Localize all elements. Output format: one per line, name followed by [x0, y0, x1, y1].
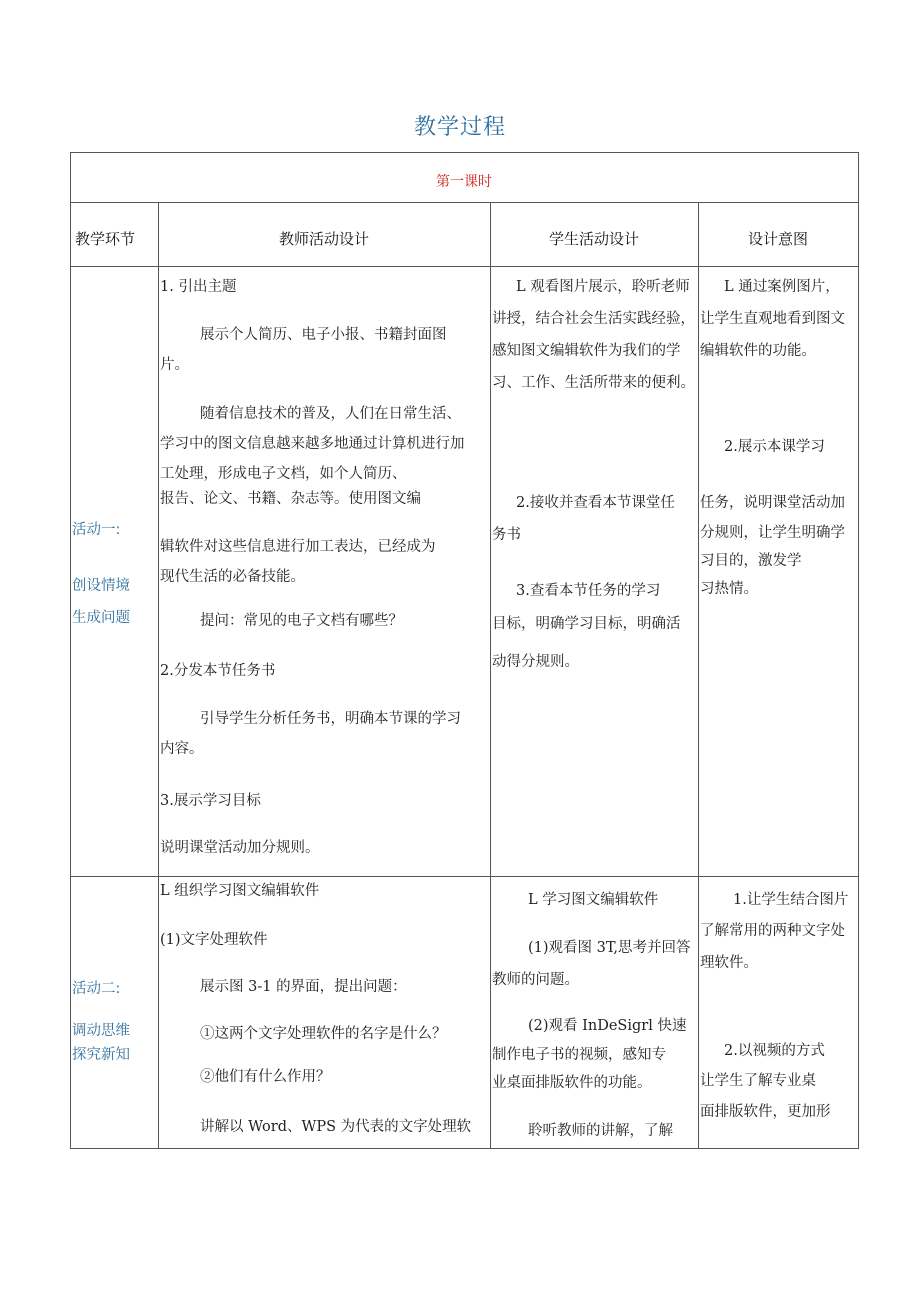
- intent-line: 让学生了解专业桌: [700, 1073, 816, 1089]
- teacher-line: 2.分发本节任务书: [160, 663, 276, 679]
- student-line: 习、工作、生活所带来的便利。: [492, 375, 695, 391]
- intent-line: 2.展示本课学习: [724, 439, 825, 455]
- student-line: 聆听教师的讲解，了解: [528, 1123, 673, 1139]
- page-title: 教学过程: [413, 115, 506, 140]
- teacher-line: 辑软件对这些信息进行加工表达，已经成为: [160, 539, 436, 555]
- student-line: 2.接收并查看本节课堂任: [516, 495, 675, 511]
- activity-two-sub1: 调动思维: [72, 1023, 130, 1039]
- activity-two-title: 活动二:: [72, 981, 121, 997]
- student-line: (1)观看图 3T,思考并回答: [528, 940, 691, 956]
- intent-line: 面排版软件，更加形: [700, 1104, 831, 1120]
- teacher-line: 说明课堂活动加分规则。: [160, 840, 320, 856]
- student-line: 务书: [492, 527, 521, 543]
- intent-line: 编辑软件的功能。: [700, 343, 816, 359]
- intent-line: 1.让学生结合图片: [733, 892, 849, 908]
- teacher-line: 学习中的图文信息越来越多地通过计算机进行加: [160, 436, 465, 452]
- intent-line: 2.以视频的方式: [724, 1043, 825, 1059]
- intent-line: 了解常用的两种文字处: [700, 923, 845, 939]
- header-teacher: 教师活动设计: [278, 230, 369, 248]
- student-line: (2)观看 InDeSigrl 快速: [528, 1018, 687, 1034]
- student-line: 目标，明确学习目标，明确活: [492, 616, 681, 632]
- teacher-line: L 组织学习图文编辑软件: [160, 883, 320, 899]
- intent-line: 理软件。: [700, 955, 758, 971]
- teacher-line: 展示图 3-1 的界面，提出问题：: [200, 979, 407, 995]
- teacher-line: 内容。: [160, 741, 204, 757]
- header-intent: 设计意图: [747, 230, 808, 248]
- header-stage: 教学环节: [74, 230, 135, 248]
- teacher-line: 3.展示学习目标: [160, 793, 261, 809]
- intent-line: 让学生直观地看到图文: [700, 311, 845, 327]
- activity-two-sub2: 探究新知: [72, 1047, 130, 1063]
- header-student: 学生活动设计: [548, 230, 639, 248]
- period-title: 第一课时: [436, 174, 492, 190]
- student-line: L 观看图片展示，聆听老师: [516, 279, 690, 295]
- activity-one-sub2: 生成问题: [72, 610, 130, 626]
- teacher-line: 现代生活的必备技能。: [160, 569, 305, 585]
- student-line: 业桌面排版软件的功能。: [492, 1075, 652, 1091]
- intent-line: 习热情。: [700, 581, 758, 597]
- teacher-line: 随着信息技术的普及，人们在日常生活、: [200, 406, 461, 422]
- teacher-line: ①这两个文字处理软件的名字是什么？: [200, 1026, 447, 1042]
- intent-line: 习目的，激发学: [700, 553, 802, 569]
- teacher-line: 引导学生分析任务书，明确本节课的学习: [200, 711, 461, 727]
- activity-one-sub1: 创设情境: [72, 578, 130, 594]
- intent-line: L 通过案例图片，: [724, 279, 840, 295]
- teacher-line: ②他们有什么作用？: [200, 1069, 331, 1085]
- teacher-line: 1. 引出主题: [160, 279, 237, 295]
- student-line: 制作电子书的视频，感知专: [492, 1047, 666, 1063]
- teacher-line: 提问：常见的电子文档有哪些？: [200, 613, 403, 629]
- student-line: 讲授，结合社会生活实践经验，: [492, 311, 695, 327]
- teacher-line: 工处理，形成电子文档，如个人简历、: [160, 466, 407, 482]
- teacher-line: (1)文字处理软件: [160, 932, 268, 948]
- intent-line: 分规则，让学生明确学: [700, 525, 845, 541]
- student-line: 教师的问题。: [492, 972, 579, 988]
- student-line: 动得分规则。: [492, 654, 579, 670]
- teacher-line: 讲解以 Word、WPS 为代表的文字处理软: [200, 1119, 472, 1135]
- teacher-line: 片。: [160, 357, 189, 373]
- student-line: 感知图文编辑软件为我们的学: [492, 343, 681, 359]
- intent-line: 任务，说明课堂活动加: [700, 495, 845, 511]
- activity-one-title: 活动一:: [72, 522, 121, 538]
- student-line: L 学习图文编辑软件: [528, 892, 659, 908]
- teacher-line: 展示个人简历、电子小报、书籍封面图: [200, 327, 447, 343]
- teacher-line: 报告、论文、书籍、杂志等。使用图文编: [160, 491, 421, 507]
- student-line: 3.查看本节任务的学习: [516, 583, 661, 599]
